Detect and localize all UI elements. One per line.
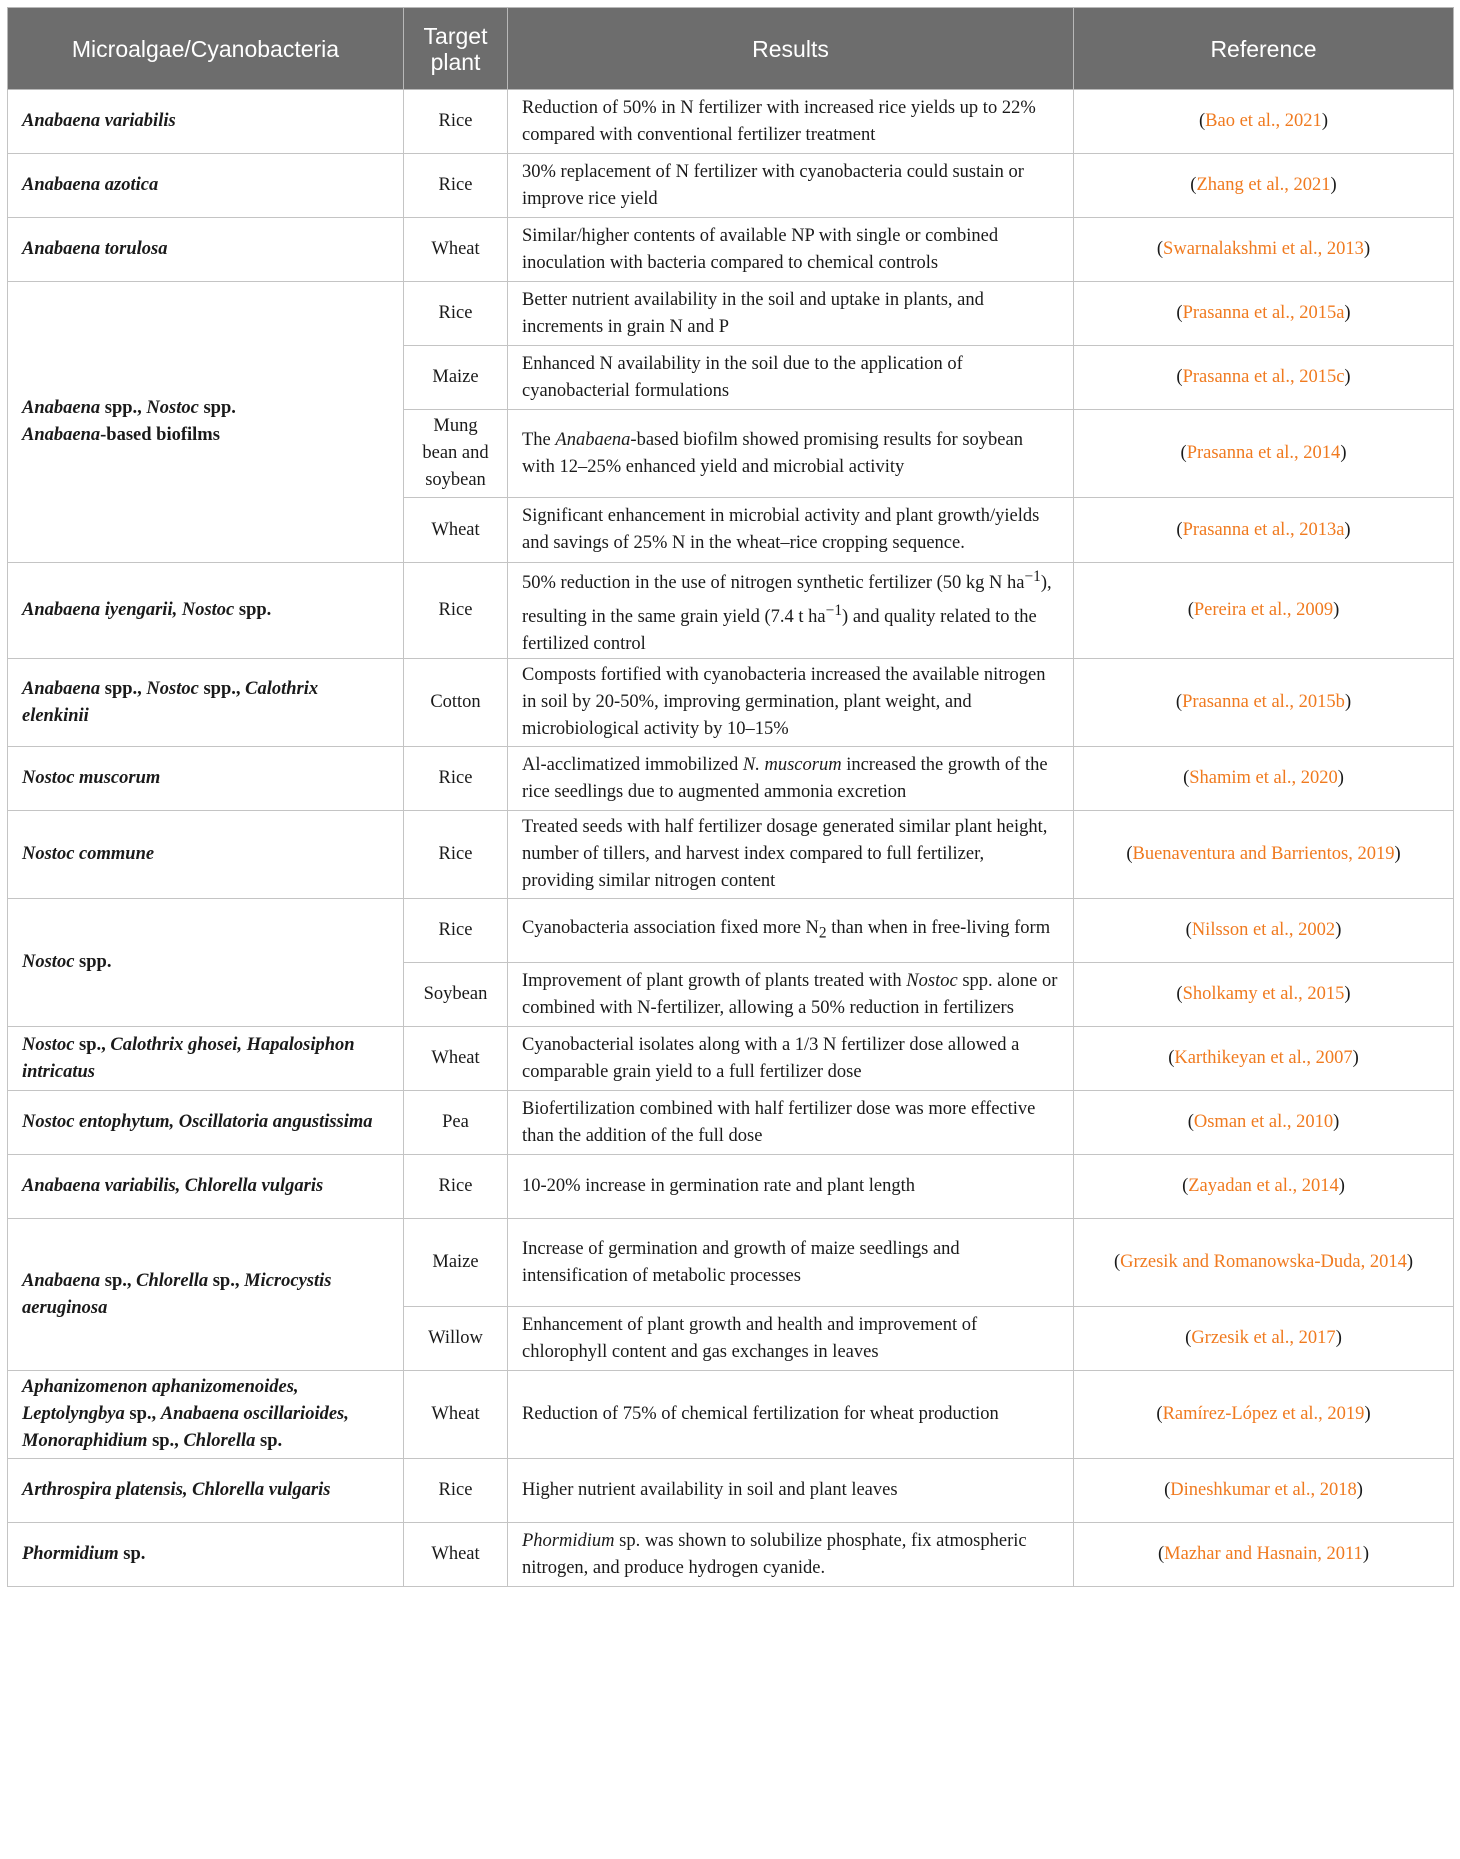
organism-cell: Anabaena variabilis, Chlorella vulgaris bbox=[8, 1155, 404, 1219]
results-cell: 10-20% increase in germination rate and plant length bbox=[508, 1155, 1074, 1219]
table-row bbox=[8, 659, 1454, 747]
organism-cell: Phormidium sp. bbox=[8, 1523, 404, 1587]
target-plant-cell: Soybean bbox=[404, 963, 508, 1027]
organism-cell: Anabaena torulosa bbox=[8, 218, 404, 282]
results-cell: 30% replacement of N fertilizer with cyanobacteria could sustain or improve rice yield bbox=[508, 154, 1074, 218]
target-plant-cell: Wheat bbox=[404, 1027, 508, 1091]
table-row bbox=[8, 1155, 1454, 1219]
reference-link[interactable]: Prasanna et al., 2013a bbox=[1182, 519, 1345, 540]
reference-link[interactable]: Sholkamy et al., 2015 bbox=[1182, 984, 1345, 1005]
table-row bbox=[8, 1459, 1454, 1523]
results-cell: Biofertilization combined with half fertilizer dose was more effective than the addition of the full dose bbox=[508, 1091, 1074, 1155]
results-cell: The Anabaena-based biofilm showed promising results for soybean with 12–25% enhanced yield and microbial activity bbox=[508, 410, 1074, 498]
organism-cell: Anabaena sp., Chlorella sp., Microcystis aeruginosa bbox=[8, 1219, 404, 1371]
reference-cell: (Pereira et al., 2009) bbox=[1074, 563, 1454, 659]
table-row bbox=[8, 282, 1454, 346]
organism-cell: Nostoc sp., Calothrix ghosei, Hapalosiphon intricatus bbox=[8, 1027, 404, 1091]
target-plant-cell: Rice bbox=[404, 563, 508, 659]
header-reference: Reference bbox=[1074, 8, 1454, 90]
table-row bbox=[8, 1219, 1454, 1307]
target-plant-cell: Rice bbox=[404, 811, 508, 899]
table-row bbox=[8, 1523, 1454, 1587]
organism-cell: Anabaena variabilis bbox=[8, 90, 404, 154]
target-plant-cell: Rice bbox=[404, 154, 508, 218]
reference-link[interactable]: Shamim et al., 2020 bbox=[1189, 768, 1338, 789]
results-cell: Reduction of 75% of chemical fertilization for wheat production bbox=[508, 1371, 1074, 1459]
table-row bbox=[8, 1027, 1454, 1091]
reference-link[interactable]: Osman et al., 2010 bbox=[1193, 1112, 1334, 1133]
reference-cell: (Nilsson et al., 2002) bbox=[1074, 899, 1454, 963]
reference-cell: (Buenaventura and Barrientos, 2019) bbox=[1074, 811, 1454, 899]
target-plant-cell: Wheat bbox=[404, 498, 508, 563]
reference-cell: (Swarnalakshmi et al., 2013) bbox=[1074, 218, 1454, 282]
reference-cell: (Prasanna et al., 2014) bbox=[1074, 410, 1454, 498]
organism-cell: Nostoc commune bbox=[8, 811, 404, 899]
reference-link[interactable]: Karthikeyan et al., 2007 bbox=[1174, 1048, 1353, 1069]
results-cell: Enhancement of plant growth and health and improvement of chlorophyll content and gas exchanges in leaves bbox=[508, 1307, 1074, 1371]
reference-cell: (Dineshkumar et al., 2018) bbox=[1074, 1459, 1454, 1523]
results-cell: Increase of germination and growth of maize seedlings and intensification of metabolic processes bbox=[508, 1219, 1074, 1307]
organism-cell: Nostoc spp. bbox=[8, 899, 404, 1027]
results-cell: Composts fortified with cyanobacteria increased the available nitrogen in soil by 20-50%, improving germination, plant weight, and microbiological activity by 10–15% bbox=[508, 659, 1074, 747]
target-plant-cell: Rice bbox=[404, 1459, 508, 1523]
reference-link[interactable]: Prasanna et al., 2014 bbox=[1186, 443, 1341, 463]
reference-link[interactable]: Bao et al., 2021 bbox=[1205, 111, 1322, 131]
reference-cell: (Sholkamy et al., 2015) bbox=[1074, 963, 1454, 1027]
reference-link[interactable]: Ramírez-López et al., 2019 bbox=[1162, 1404, 1365, 1425]
results-cell: Improvement of plant growth of plants treated with Nostoc spp. alone or combined with N-fertilizer, allowing a 50% reduction in fertilizers bbox=[508, 963, 1074, 1027]
organism-cell: Arthrospira platensis, Chlorella vulgaris bbox=[8, 1459, 404, 1523]
reference-cell: (Zhang et al., 2021) bbox=[1074, 154, 1454, 218]
target-plant-cell: Rice bbox=[404, 282, 508, 346]
results-cell: Treated seeds with half fertilizer dosage generated similar plant height, number of tillers, and harvest index compared to full fertilizer, providing similar nitrogen content bbox=[508, 811, 1074, 899]
table-row bbox=[8, 90, 1454, 154]
table-row bbox=[8, 811, 1454, 899]
target-plant-cell: Rice bbox=[404, 747, 508, 811]
reference-cell: (Shamim et al., 2020) bbox=[1074, 747, 1454, 811]
target-plant-cell: Rice bbox=[404, 899, 508, 963]
reference-link[interactable]: Zayadan et al., 2014 bbox=[1188, 1176, 1339, 1197]
results-cell: Al-acclimatized immobilized N. muscorum increased the growth of the rice seedlings due to augmented ammonia excretion bbox=[508, 747, 1074, 811]
organism-cell: Nostoc entophytum, Oscillatoria angustissima bbox=[8, 1091, 404, 1155]
results-cell: 50% reduction in the use of nitrogen synthetic fertilizer (50 kg N $ha^{-1}$), resulting in the same grain yield (7.4 t $ha^{-1}$) and quality related to the fertilized control bbox=[508, 563, 1074, 659]
results-cell: Cyanobacteria association fixed more $N_2$ than when in free-living form bbox=[508, 899, 1074, 963]
organism-cell: Anabaena azotica bbox=[8, 154, 404, 218]
results-cell: Similar/higher contents of available NP with single or combined inoculation with bacteria compared to chemical controls bbox=[508, 218, 1074, 282]
organism-cell: Anabaena spp., Nostoc spp. Anabaena-based biofilms bbox=[8, 282, 404, 563]
table-row bbox=[8, 899, 1454, 963]
reference-link[interactable]: Swarnalakshmi et al., 2013 bbox=[1163, 239, 1364, 259]
reference-link[interactable]: Zhang et al., 2021 bbox=[1196, 175, 1331, 195]
reference-cell: (Mazhar and Hasnain, 2011) bbox=[1074, 1523, 1454, 1587]
reference-link[interactable]: Grzesik et al., 2017 bbox=[1191, 1328, 1336, 1349]
reference-link[interactable]: Nilsson et al., 2002 bbox=[1191, 920, 1336, 941]
reference-link[interactable]: Grzesik and Romanowska-Duda, 2014 bbox=[1120, 1252, 1407, 1273]
results-cell: Higher nutrient availability in soil and plant leaves bbox=[508, 1459, 1074, 1523]
reference-link[interactable]: Prasanna et al., 2015b bbox=[1182, 692, 1345, 713]
reference-cell: (Prasanna et al., 2015a) bbox=[1074, 282, 1454, 346]
header-row bbox=[8, 8, 1454, 90]
target-plant-cell: Wheat bbox=[404, 1371, 508, 1459]
reference-link[interactable]: Prasanna et al., 2015c bbox=[1182, 367, 1345, 387]
reference-cell: (Bao et al., 2021) bbox=[1074, 90, 1454, 154]
header-organism: Microalgae/Cyanobacteria bbox=[8, 8, 404, 90]
target-plant-cell: Pea bbox=[404, 1091, 508, 1155]
target-plant-cell: Rice bbox=[404, 1155, 508, 1219]
reference-cell: (Prasanna et al., 2015c) bbox=[1074, 346, 1454, 410]
target-plant-cell: Maize bbox=[404, 1219, 508, 1307]
target-plant-cell: Mung bean and soybean bbox=[404, 410, 508, 498]
target-plant-cell: Willow bbox=[404, 1307, 508, 1371]
reference-cell: (Ramírez-López et al., 2019) bbox=[1074, 1371, 1454, 1459]
target-plant-cell: Rice bbox=[404, 90, 508, 154]
results-cell: Reduction of 50% in N fertilizer with increased rice yields up to 22% compared with conventional fertilizer treatment bbox=[508, 90, 1074, 154]
target-plant-cell: Cotton bbox=[404, 659, 508, 747]
results-cell: Better nutrient availability in the soil and uptake in plants, and increments in grain N and P bbox=[508, 282, 1074, 346]
organism-cell: Anabaena spp., Nostoc spp., Calothrix elenkinii bbox=[8, 659, 404, 747]
reference-link[interactable]: Prasanna et al., 2015a bbox=[1182, 303, 1345, 323]
reference-cell: (Karthikeyan et al., 2007) bbox=[1074, 1027, 1454, 1091]
header-target-plant: Target plant bbox=[404, 8, 508, 90]
reference-link[interactable]: Dineshkumar et al., 2018 bbox=[1170, 1480, 1357, 1501]
reference-link[interactable]: Pereira et al., 2009 bbox=[1193, 600, 1334, 621]
results-cell: Enhanced N availability in the soil due to the application of cyanobacterial formulations bbox=[508, 346, 1074, 410]
table-row bbox=[8, 218, 1454, 282]
biofertilizer-table bbox=[7, 7, 1454, 1587]
reference-link[interactable]: Buenaventura and Barrientos, 2019 bbox=[1132, 844, 1395, 865]
reference-link[interactable]: Mazhar and Hasnain, 2011 bbox=[1164, 1544, 1363, 1565]
organism-cell: Anabaena iyengarii, Nostoc spp. bbox=[8, 563, 404, 659]
results-cell: Significant enhancement in microbial activity and plant growth/yields and savings of 25% N in the wheat–rice cropping sequence. bbox=[508, 498, 1074, 563]
organism-cell: Nostoc muscorum bbox=[8, 747, 404, 811]
table-row bbox=[8, 747, 1454, 811]
table-row bbox=[8, 563, 1454, 659]
results-cell: Phormidium sp. was shown to solubilize phosphate, fix atmospheric nitrogen, and produce hydrogen cyanide. bbox=[508, 1523, 1074, 1587]
reference-cell: (Zayadan et al., 2014) bbox=[1074, 1155, 1454, 1219]
reference-cell: (Prasanna et al., 2013a) bbox=[1074, 498, 1454, 563]
table-row bbox=[8, 154, 1454, 218]
reference-cell: (Grzesik and Romanowska-Duda, 2014) bbox=[1074, 1219, 1454, 1307]
target-plant-cell: Maize bbox=[404, 346, 508, 410]
reference-cell: (Osman et al., 2010) bbox=[1074, 1091, 1454, 1155]
organism-cell: Aphanizomenon aphanizomenoides, Leptolyngbya sp., Anabaena oscillarioides, Monoraphidium sp., Chlorella sp. bbox=[8, 1371, 404, 1459]
table-row bbox=[8, 1091, 1454, 1155]
reference-cell: (Grzesik et al., 2017) bbox=[1074, 1307, 1454, 1371]
results-cell: Cyanobacterial isolates along with a 1/3 N fertilizer dose allowed a comparable grain yield to a full fertilizer dose bbox=[508, 1027, 1074, 1091]
target-plant-cell: Wheat bbox=[404, 1523, 508, 1587]
table-row bbox=[8, 1371, 1454, 1459]
reference-cell: (Prasanna et al., 2015b) bbox=[1074, 659, 1454, 747]
header-results: Results bbox=[508, 8, 1074, 90]
target-plant-cell: Wheat bbox=[404, 218, 508, 282]
